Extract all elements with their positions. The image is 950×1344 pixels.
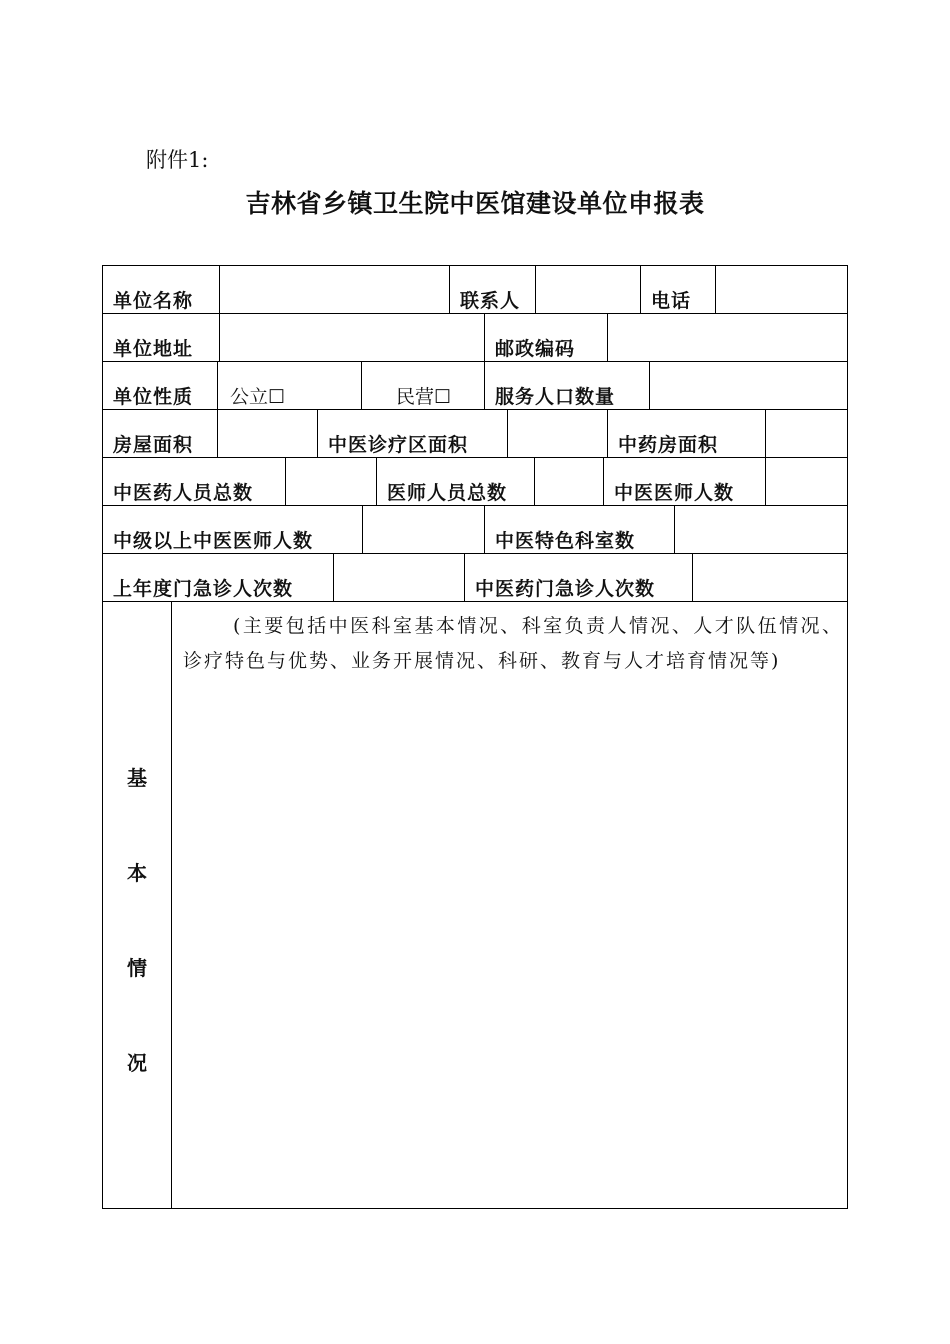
tcm-visits-label: 中医药门急诊人次数 xyxy=(475,578,656,600)
tcm-staff-label: 中医药人员总数 xyxy=(113,482,254,504)
postcode-label: 邮政编码 xyxy=(495,338,576,360)
private-checkbox-label: 民营☐ xyxy=(396,386,452,408)
phone-field[interactable] xyxy=(716,266,847,313)
house-area-label: 房屋面积 xyxy=(113,434,194,456)
basic-label-char: 情 xyxy=(127,956,147,980)
nature-label-cell xyxy=(103,362,218,409)
tcm-physicians-label: 中医医师人数 xyxy=(614,482,735,504)
public-option[interactable] xyxy=(218,362,362,409)
physicians-label-cell xyxy=(377,458,535,505)
pharmacy-area-label: 中药房面积 xyxy=(618,434,719,456)
form-row-unit xyxy=(103,266,847,314)
last-year-visits-label-cell xyxy=(103,554,334,601)
phone-label-cell xyxy=(641,266,716,313)
basic-situation-label xyxy=(103,602,172,1208)
postcode-label-cell xyxy=(485,314,608,361)
basic-situation-field[interactable]: (主要包括中医科室基本情况、科室负责人情况、人才队伍情况、诊疗特色与优势、业务开展情况、科研、教育与人才培育情况等) xyxy=(183,615,843,672)
application-form xyxy=(102,265,848,1209)
address-field[interactable] xyxy=(220,314,485,361)
population-label-cell xyxy=(485,362,650,409)
form-row-area xyxy=(103,410,847,458)
unit-name-label-cell xyxy=(103,266,220,313)
house-area-label-cell xyxy=(103,410,218,457)
special-depts-label-cell xyxy=(485,506,675,553)
clinic-area-label: 中医诊疗区面积 xyxy=(328,434,469,456)
senior-tcm-field[interactable] xyxy=(363,506,485,553)
tcm-visits-field[interactable] xyxy=(693,554,847,601)
tcm-visits-label-cell xyxy=(465,554,693,601)
pharmacy-area-field[interactable] xyxy=(766,410,847,457)
form-row-senior xyxy=(103,506,847,554)
physicians-field[interactable] xyxy=(535,458,604,505)
house-area-field[interactable] xyxy=(218,410,318,457)
form-row-address xyxy=(103,314,847,362)
last-year-visits-field[interactable] xyxy=(334,554,465,601)
physicians-label: 医师人员总数 xyxy=(387,482,508,504)
public-checkbox-label: 公立☐ xyxy=(230,386,286,408)
special-depts-field[interactable] xyxy=(675,506,847,553)
phone-label: 电话 xyxy=(651,290,692,312)
population-field[interactable] xyxy=(650,362,847,409)
form-row-visits xyxy=(103,554,847,602)
contact-label: 联系人 xyxy=(460,290,521,312)
senior-tcm-label: 中级以上中医医师人数 xyxy=(113,530,314,552)
clinic-area-field[interactable] xyxy=(508,410,608,457)
form-row-nature xyxy=(103,362,847,410)
last-year-visits-label: 上年度门急诊人次数 xyxy=(113,578,294,600)
tcm-physicians-label-cell xyxy=(604,458,766,505)
private-option[interactable] xyxy=(362,362,485,409)
basic-label-char: 况 xyxy=(127,1051,147,1075)
form-row-staff xyxy=(103,458,847,506)
page-title: 吉林省乡镇卫生院中医馆建设单位申报表 xyxy=(245,189,705,218)
senior-tcm-label-cell xyxy=(103,506,363,553)
tcm-staff-label-cell xyxy=(103,458,286,505)
pharmacy-area-label-cell xyxy=(608,410,766,457)
attachment-label: 附件1: xyxy=(146,148,209,172)
nature-label: 单位性质 xyxy=(113,386,194,408)
clinic-area-label-cell xyxy=(318,410,508,457)
special-depts-label: 中医特色科室数 xyxy=(495,530,636,552)
contact-label-cell xyxy=(450,266,536,313)
tcm-physicians-field[interactable] xyxy=(766,458,847,505)
address-label-cell xyxy=(103,314,220,361)
basic-label-char: 本 xyxy=(127,861,147,885)
basic-label-char: 基 xyxy=(127,766,147,790)
tcm-staff-field[interactable] xyxy=(286,458,377,505)
contact-field[interactable] xyxy=(536,266,641,313)
unit-name-label: 单位名称 xyxy=(113,290,194,312)
address-label: 单位地址 xyxy=(113,338,194,360)
postcode-field[interactable] xyxy=(608,314,847,361)
unit-name-field[interactable] xyxy=(220,266,450,313)
population-label: 服务人口数量 xyxy=(495,386,616,408)
